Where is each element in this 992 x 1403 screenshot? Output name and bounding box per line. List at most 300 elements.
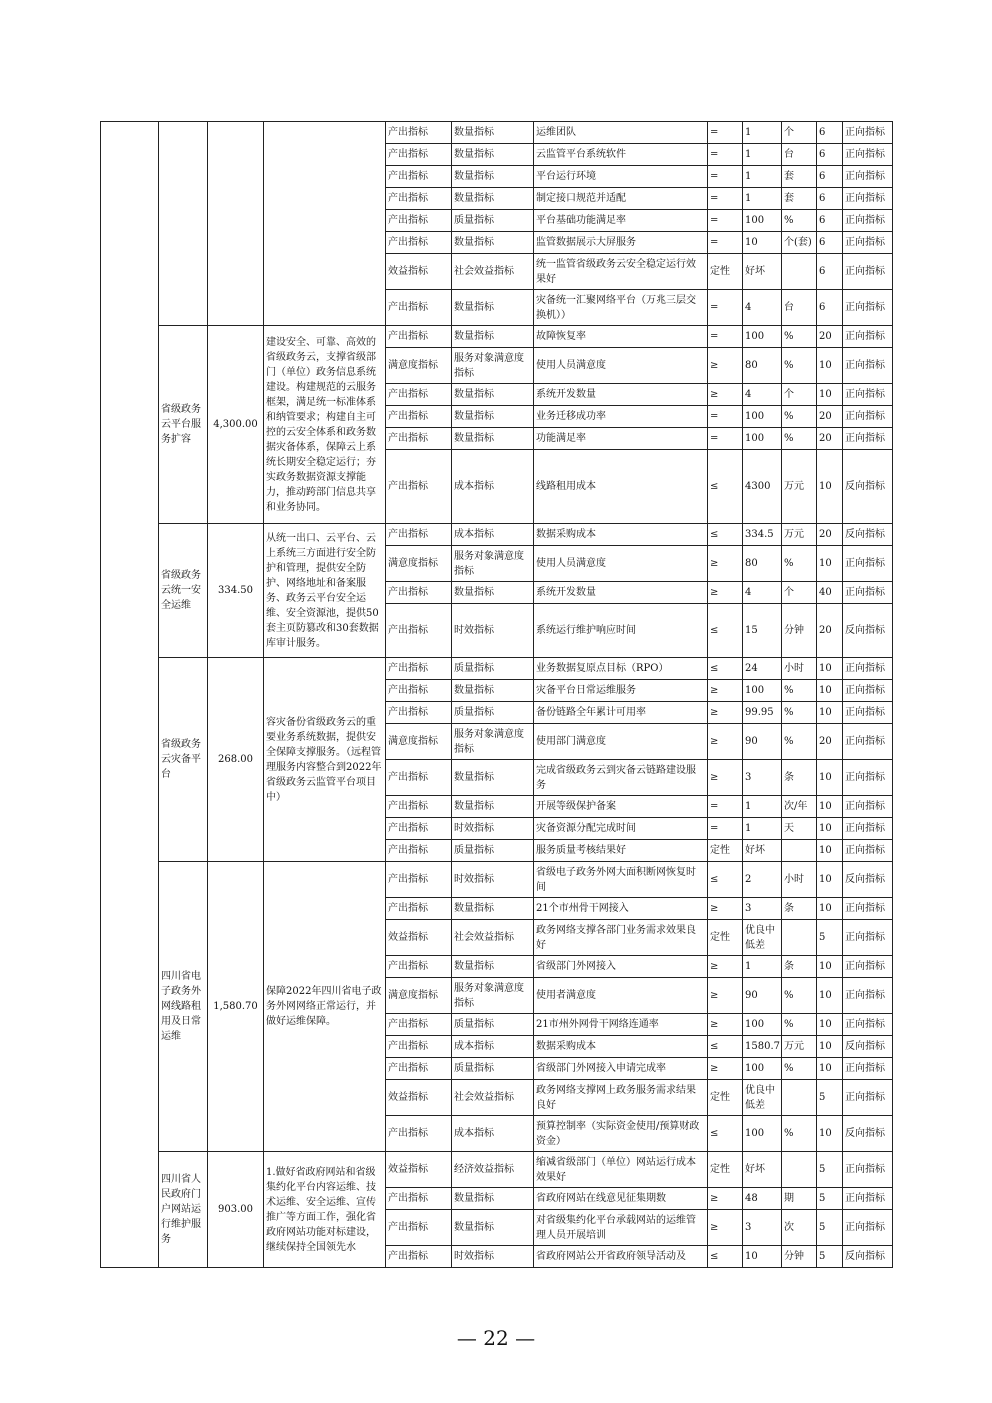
- level2-indicator: 数量指标: [452, 406, 534, 428]
- level3-indicator: 使用者满意度: [534, 978, 708, 1014]
- direction: 反向指标: [843, 604, 893, 658]
- weight: 20: [817, 326, 843, 348]
- level2-indicator: 数量指标: [452, 760, 534, 796]
- category-cell: [101, 122, 159, 1268]
- operator: ≤: [708, 658, 743, 680]
- level1-indicator: 产出指标: [386, 680, 452, 702]
- weight: 6: [817, 122, 843, 144]
- weight: 6: [817, 254, 843, 290]
- unit: 个: [782, 384, 817, 406]
- unit: [782, 254, 817, 290]
- level1-indicator: 满意度指标: [386, 978, 452, 1014]
- unit: %: [782, 724, 817, 760]
- table-row: [101, 658, 893, 680]
- table-row: [101, 122, 893, 144]
- target-value: 1: [743, 796, 782, 818]
- unit: %: [782, 546, 817, 582]
- weight: 10: [817, 818, 843, 840]
- target-value: 好坏: [743, 840, 782, 862]
- direction: 正向指标: [843, 1058, 893, 1080]
- project-name: 四川省人民政府门户网站运行维护服务: [159, 1152, 208, 1268]
- target-value: 2: [743, 862, 782, 898]
- unit: %: [782, 1014, 817, 1036]
- weight: 20: [817, 604, 843, 658]
- operator: ≤: [708, 604, 743, 658]
- level1-indicator: 产出指标: [386, 326, 452, 348]
- target-value: 99.95: [743, 702, 782, 724]
- level2-indicator: 数量指标: [452, 1210, 534, 1246]
- level1-indicator: 效益指标: [386, 1152, 452, 1188]
- unit: 次/年: [782, 796, 817, 818]
- level1-indicator: 产出指标: [386, 818, 452, 840]
- direction: 反向指标: [843, 1036, 893, 1058]
- weight: 5: [817, 1152, 843, 1188]
- level3-indicator: 平台运行环境: [534, 166, 708, 188]
- unit: %: [782, 1058, 817, 1080]
- level2-indicator: 数量指标: [452, 956, 534, 978]
- level2-indicator: 成本指标: [452, 1116, 534, 1152]
- level1-indicator: 产出指标: [386, 122, 452, 144]
- weight: 6: [817, 232, 843, 254]
- weight: 10: [817, 796, 843, 818]
- operator: 定性: [708, 920, 743, 956]
- weight: 10: [817, 384, 843, 406]
- unit: %: [782, 348, 817, 384]
- operator: ≤: [708, 450, 743, 524]
- direction: 正向指标: [843, 428, 893, 450]
- direction: 正向指标: [843, 290, 893, 326]
- project-description: [264, 122, 386, 326]
- level3-indicator: 使用部门满意度: [534, 724, 708, 760]
- operator: 定性: [708, 254, 743, 290]
- operator: ≥: [708, 978, 743, 1014]
- unit: 条: [782, 760, 817, 796]
- operator: ≥: [708, 1188, 743, 1210]
- direction: 正向指标: [843, 122, 893, 144]
- unit: 分钟: [782, 604, 817, 658]
- table-row: [101, 524, 893, 546]
- operator: =: [708, 326, 743, 348]
- table-row: [101, 862, 893, 898]
- level3-indicator: 服务质量考核结果好: [534, 840, 708, 862]
- operator: =: [708, 290, 743, 326]
- weight: 10: [817, 680, 843, 702]
- direction: 正向指标: [843, 232, 893, 254]
- direction: 正向指标: [843, 840, 893, 862]
- direction: 正向指标: [843, 680, 893, 702]
- level3-indicator: 平台基础功能满足率: [534, 210, 708, 232]
- project-description: 1.做好省政府网站和省级集约化平台内容运维、技术运维、安全运维、宣传推广等方面工作，强化省政府网站功能对标建设，继续保持全国领先水: [264, 1152, 386, 1268]
- direction: 正向指标: [843, 1152, 893, 1188]
- operator: ≤: [708, 1116, 743, 1152]
- level2-indicator: 时效指标: [452, 1246, 534, 1268]
- level1-indicator: 效益指标: [386, 254, 452, 290]
- direction: 正向指标: [843, 1080, 893, 1116]
- level1-indicator: 效益指标: [386, 920, 452, 956]
- level2-indicator: 质量指标: [452, 1058, 534, 1080]
- level2-indicator: 数量指标: [452, 680, 534, 702]
- direction: 正向指标: [843, 796, 893, 818]
- level2-indicator: 时效指标: [452, 818, 534, 840]
- level2-indicator: 质量指标: [452, 702, 534, 724]
- target-value: 1: [743, 188, 782, 210]
- weight: 20: [817, 428, 843, 450]
- direction: 正向指标: [843, 144, 893, 166]
- level2-indicator: 数量指标: [452, 188, 534, 210]
- target-value: 4300: [743, 450, 782, 524]
- target-value: 好坏: [743, 254, 782, 290]
- weight: 10: [817, 702, 843, 724]
- level2-indicator: 数量指标: [452, 796, 534, 818]
- level3-indicator: 功能满足率: [534, 428, 708, 450]
- direction: 正向指标: [843, 326, 893, 348]
- level2-indicator: 服务对象满意度指标: [452, 348, 534, 384]
- level3-indicator: 省级部门外网接入: [534, 956, 708, 978]
- level3-indicator: 省政府网站在线意见征集期数: [534, 1188, 708, 1210]
- project-name: 省级政务云灾备平台: [159, 658, 208, 862]
- level1-indicator: 满意度指标: [386, 724, 452, 760]
- target-value: 100: [743, 680, 782, 702]
- direction: 正向指标: [843, 956, 893, 978]
- weight: 6: [817, 210, 843, 232]
- level2-indicator: 质量指标: [452, 1014, 534, 1036]
- direction: 正向指标: [843, 1188, 893, 1210]
- table-row: [101, 1152, 893, 1188]
- direction: 反向指标: [843, 862, 893, 898]
- weight: 5: [817, 920, 843, 956]
- direction: 正向指标: [843, 406, 893, 428]
- level2-indicator: 数量指标: [452, 384, 534, 406]
- level1-indicator: 满意度指标: [386, 348, 452, 384]
- weight: 10: [817, 1058, 843, 1080]
- level1-indicator: 产出指标: [386, 166, 452, 188]
- direction: 正向指标: [843, 188, 893, 210]
- unit: 小时: [782, 658, 817, 680]
- performance-indicator-table: [100, 121, 893, 1268]
- level1-indicator: 产出指标: [386, 1058, 452, 1080]
- level2-indicator: 成本指标: [452, 450, 534, 524]
- level2-indicator: 数量指标: [452, 428, 534, 450]
- level2-indicator: 服务对象满意度指标: [452, 546, 534, 582]
- level2-indicator: 质量指标: [452, 658, 534, 680]
- level3-indicator: 业务迁移成功率: [534, 406, 708, 428]
- level2-indicator: 社会效益指标: [452, 254, 534, 290]
- operator: ≥: [708, 1210, 743, 1246]
- project-fund: 268.00: [208, 658, 264, 862]
- unit: [782, 920, 817, 956]
- level3-indicator: 数据采购成本: [534, 1036, 708, 1058]
- table-row: [101, 326, 893, 348]
- operator: ≥: [708, 760, 743, 796]
- weight: 10: [817, 1116, 843, 1152]
- direction: 正向指标: [843, 658, 893, 680]
- level1-indicator: 产出指标: [386, 840, 452, 862]
- level1-indicator: 产出指标: [386, 796, 452, 818]
- weight: 5: [817, 1080, 843, 1116]
- operator: =: [708, 428, 743, 450]
- weight: 10: [817, 898, 843, 920]
- direction: 正向指标: [843, 384, 893, 406]
- target-value: 100: [743, 1116, 782, 1152]
- unit: %: [782, 406, 817, 428]
- level3-indicator: 政务网络支撑网上政务服务需求结果良好: [534, 1080, 708, 1116]
- target-value: 10: [743, 232, 782, 254]
- unit: 万元: [782, 1036, 817, 1058]
- level3-indicator: 缩减省级部门（单位）网站运行成本效果好: [534, 1152, 708, 1188]
- unit: [782, 1080, 817, 1116]
- unit: 台: [782, 144, 817, 166]
- operator: ≥: [708, 1014, 743, 1036]
- level1-indicator: 产出指标: [386, 188, 452, 210]
- operator: =: [708, 122, 743, 144]
- unit: %: [782, 978, 817, 1014]
- page-number: — 22 —: [456, 1326, 536, 1350]
- project-fund: 334.50: [208, 524, 264, 658]
- level1-indicator: 产出指标: [386, 210, 452, 232]
- project-name: [159, 122, 208, 326]
- direction: 正向指标: [843, 760, 893, 796]
- target-value: 4: [743, 384, 782, 406]
- target-value: 好坏: [743, 1152, 782, 1188]
- weight: 10: [817, 658, 843, 680]
- level1-indicator: 产出指标: [386, 604, 452, 658]
- target-value: 1: [743, 144, 782, 166]
- level3-indicator: 制定接口规范并适配: [534, 188, 708, 210]
- direction: 正向指标: [843, 724, 893, 760]
- level1-indicator: 产出指标: [386, 1210, 452, 1246]
- target-value: 1580.7: [743, 1036, 782, 1058]
- level3-indicator: 灾备平台日常运维服务: [534, 680, 708, 702]
- operator: ≥: [708, 680, 743, 702]
- level2-indicator: 数量指标: [452, 326, 534, 348]
- level2-indicator: 时效指标: [452, 604, 534, 658]
- direction: 正向指标: [843, 898, 893, 920]
- level1-indicator: 产出指标: [386, 1014, 452, 1036]
- level1-indicator: 产出指标: [386, 450, 452, 524]
- unit: [782, 840, 817, 862]
- level2-indicator: 质量指标: [452, 210, 534, 232]
- level3-indicator: 灾备统一汇聚网络平台（万兆三层交换机））: [534, 290, 708, 326]
- project-name: 省级政务云平台服务扩容: [159, 326, 208, 524]
- level3-indicator: 开展等级保护备案: [534, 796, 708, 818]
- level3-indicator: 省级部门外网接入申请完成率: [534, 1058, 708, 1080]
- direction: 反向指标: [843, 1246, 893, 1268]
- level3-indicator: 系统开发数量: [534, 384, 708, 406]
- operator: =: [708, 188, 743, 210]
- target-value: 1: [743, 956, 782, 978]
- direction: 正向指标: [843, 348, 893, 384]
- target-value: 24: [743, 658, 782, 680]
- target-value: 80: [743, 348, 782, 384]
- unit: 次: [782, 1210, 817, 1246]
- target-value: 100: [743, 326, 782, 348]
- operator: ≥: [708, 348, 743, 384]
- weight: 10: [817, 546, 843, 582]
- direction: 正向指标: [843, 1210, 893, 1246]
- unit: %: [782, 326, 817, 348]
- project-fund: 4,300.00: [208, 326, 264, 524]
- operator: 定性: [708, 1152, 743, 1188]
- level3-indicator: 线路租用成本: [534, 450, 708, 524]
- level3-indicator: 对省级集约化平台承载网站的运维管理人员开展培训: [534, 1210, 708, 1246]
- operator: =: [708, 166, 743, 188]
- direction: 正向指标: [843, 210, 893, 232]
- target-value: 15: [743, 604, 782, 658]
- level3-indicator: 数据采购成本: [534, 524, 708, 546]
- level1-indicator: 产出指标: [386, 406, 452, 428]
- level2-indicator: 数量指标: [452, 232, 534, 254]
- target-value: 100: [743, 210, 782, 232]
- target-value: 100: [743, 428, 782, 450]
- weight: 10: [817, 1036, 843, 1058]
- direction: 正向指标: [843, 254, 893, 290]
- level1-indicator: 产出指标: [386, 524, 452, 546]
- level2-indicator: 数量指标: [452, 582, 534, 604]
- weight: 5: [817, 1246, 843, 1268]
- level3-indicator: 政务网络支撑各部门业务需求效果良好: [534, 920, 708, 956]
- operator: ≤: [708, 524, 743, 546]
- target-value: 1: [743, 818, 782, 840]
- level3-indicator: 系统运行维护响应时间: [534, 604, 708, 658]
- project-name: 四川省电子政务外网线路租用及日常运维: [159, 862, 208, 1152]
- project-fund: [208, 122, 264, 326]
- direction: 正向指标: [843, 1014, 893, 1036]
- target-value: 10: [743, 1246, 782, 1268]
- level3-indicator: 21市州外网骨干网络连通率: [534, 1014, 708, 1036]
- project-description: 建设安全、可靠、高效的省级政务云，支撑省级部门（单位）政务信息系统建设。构建规范的云服务框架，满足统一标准体系和纳管要求；构建自主可控的云安全体系和政务数据灾备体系，保障云上系统长期安全稳定运行；夯实政务数据资源支撑能力，推动跨部门信息共享和业务协同。: [264, 326, 386, 524]
- operator: ≥: [708, 898, 743, 920]
- weight: 10: [817, 862, 843, 898]
- level2-indicator: 质量指标: [452, 840, 534, 862]
- level3-indicator: 故障恢复率: [534, 326, 708, 348]
- level2-indicator: 社会效益指标: [452, 1080, 534, 1116]
- unit: 分钟: [782, 1246, 817, 1268]
- direction: 正向指标: [843, 582, 893, 604]
- level3-indicator: 业务数据复原点目标（RPO）: [534, 658, 708, 680]
- level1-indicator: 满意度指标: [386, 546, 452, 582]
- target-value: 48: [743, 1188, 782, 1210]
- level2-indicator: 社会效益指标: [452, 920, 534, 956]
- target-value: 优良中低差: [743, 920, 782, 956]
- level2-indicator: 数量指标: [452, 290, 534, 326]
- weight: 10: [817, 348, 843, 384]
- unit: %: [782, 1116, 817, 1152]
- direction: 正向指标: [843, 818, 893, 840]
- level1-indicator: 产出指标: [386, 384, 452, 406]
- unit: 个(套): [782, 232, 817, 254]
- operator: ≥: [708, 724, 743, 760]
- unit: 条: [782, 898, 817, 920]
- unit: 期: [782, 1188, 817, 1210]
- level1-indicator: 产出指标: [386, 760, 452, 796]
- level1-indicator: 产出指标: [386, 232, 452, 254]
- weight: 20: [817, 406, 843, 428]
- operator: ≥: [708, 582, 743, 604]
- weight: 5: [817, 1188, 843, 1210]
- level2-indicator: 数量指标: [452, 1188, 534, 1210]
- unit: %: [782, 702, 817, 724]
- target-value: 100: [743, 1058, 782, 1080]
- direction: 正向指标: [843, 546, 893, 582]
- level1-indicator: 产出指标: [386, 290, 452, 326]
- direction: 反向指标: [843, 1116, 893, 1152]
- direction: 正向指标: [843, 166, 893, 188]
- operator: ≥: [708, 546, 743, 582]
- direction: 正向指标: [843, 920, 893, 956]
- level1-indicator: 产出指标: [386, 582, 452, 604]
- unit: 万元: [782, 450, 817, 524]
- target-value: 4: [743, 290, 782, 326]
- target-value: 优良中低差: [743, 1080, 782, 1116]
- target-value: 80: [743, 546, 782, 582]
- target-value: 3: [743, 1210, 782, 1246]
- operator: ≥: [708, 956, 743, 978]
- level1-indicator: 产出指标: [386, 658, 452, 680]
- level2-indicator: 时效指标: [452, 862, 534, 898]
- level3-indicator: 运维团队: [534, 122, 708, 144]
- level3-indicator: 灾备资源分配完成时间: [534, 818, 708, 840]
- level1-indicator: 产出指标: [386, 1188, 452, 1210]
- operator: ≤: [708, 1246, 743, 1268]
- level2-indicator: 经济效益指标: [452, 1152, 534, 1188]
- operator: ≤: [708, 862, 743, 898]
- operator: =: [708, 818, 743, 840]
- direction: 反向指标: [843, 450, 893, 524]
- weight: 6: [817, 188, 843, 210]
- level3-indicator: 使用人员满意度: [534, 546, 708, 582]
- level3-indicator: 系统开发数量: [534, 582, 708, 604]
- weight: 10: [817, 1014, 843, 1036]
- weight: 10: [817, 450, 843, 524]
- project-description: 容灾备份省级政务云的重要业务系统数据，提供安全保障支撑服务。（远程管理服务内容整合到2022年省级政务云监管平台项目中）: [264, 658, 386, 862]
- level2-indicator: 成本指标: [452, 1036, 534, 1058]
- level3-indicator: 统一监管省级政务云安全稳定运行效果好: [534, 254, 708, 290]
- weight: 10: [817, 978, 843, 1014]
- operator: ≥: [708, 702, 743, 724]
- level3-indicator: 省政府网站公开省政府领导活动及: [534, 1246, 708, 1268]
- level1-indicator: 产出指标: [386, 1246, 452, 1268]
- level2-indicator: 数量指标: [452, 166, 534, 188]
- level1-indicator: 产出指标: [386, 428, 452, 450]
- operator: 定性: [708, 1080, 743, 1116]
- level1-indicator: 产出指标: [386, 1036, 452, 1058]
- unit: 套: [782, 166, 817, 188]
- unit: %: [782, 210, 817, 232]
- level1-indicator: 产出指标: [386, 702, 452, 724]
- direction: 反向指标: [843, 524, 893, 546]
- weight: 10: [817, 840, 843, 862]
- operator: ≥: [708, 1058, 743, 1080]
- project-fund: 1,580.70: [208, 862, 264, 1152]
- target-value: 3: [743, 898, 782, 920]
- operator: =: [708, 406, 743, 428]
- level3-indicator: 备份链路全年累计可用率: [534, 702, 708, 724]
- operator: 定性: [708, 840, 743, 862]
- level3-indicator: 预算控制率（实际资金使用/预算财政资金）: [534, 1116, 708, 1152]
- target-value: 100: [743, 406, 782, 428]
- operator: =: [708, 796, 743, 818]
- operator: ≤: [708, 1036, 743, 1058]
- unit: 台: [782, 290, 817, 326]
- level2-indicator: 数量指标: [452, 144, 534, 166]
- target-value: 1: [743, 166, 782, 188]
- operator: ≥: [708, 384, 743, 406]
- level1-indicator: 产出指标: [386, 1116, 452, 1152]
- weight: 10: [817, 760, 843, 796]
- target-value: 3: [743, 760, 782, 796]
- project-name: 省级政务云统一安全运维: [159, 524, 208, 658]
- weight: 20: [817, 724, 843, 760]
